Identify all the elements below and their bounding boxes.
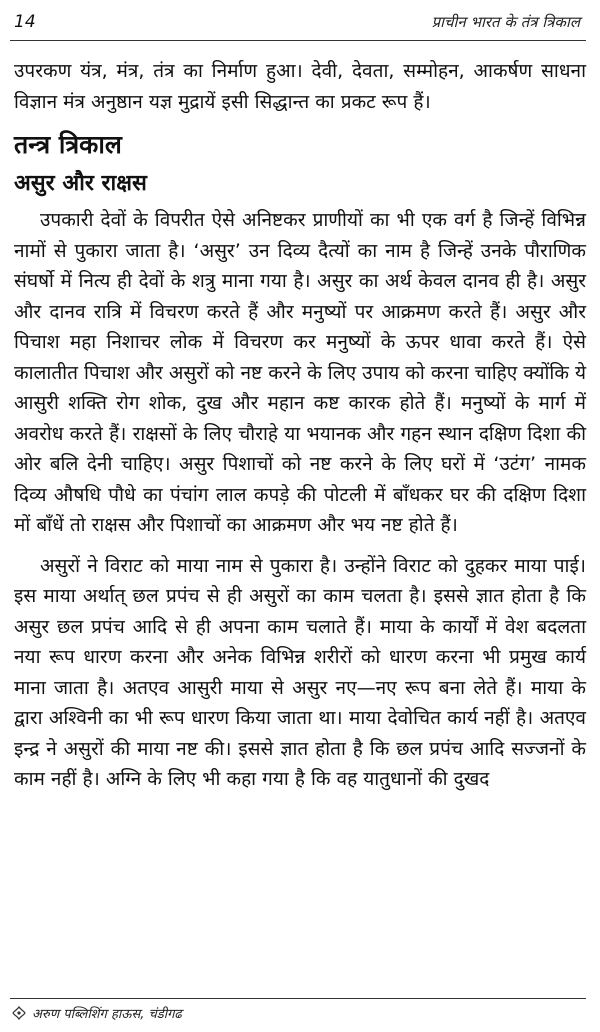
footer-rule: [10, 998, 586, 999]
paragraph-asura-rakshasa: उपकारी देवों के विपरीत ऐसे अनिष्टकर प्राणीयों का भी एक वर्ग है जिन्हें विभिन्न नामों से पुकारा जाता है। ‘असुर’ उन दिव्य दैत्यों का नाम है जिन्हें उनके पौराणिक संघर्षो में नित्य ही देवों के शत्रु माना गया है। असुर का अर्थ केवल दानव ही है। असुर और दानव रात्रि में विचरण करते हैं और मनुष्यों पर आक्रमण करते हैं। असुर और पिचाश महा निशाचर लोक में विचरण कर मनुष्यों के ऊपर धावा करते हैं। ऐसे कालातीत पिचाश और असुरों को नष्ट करने के लिए उपाय को करना चाहिए क्योंकि ये आसुरी शक्ति रोग शोक, दुख और महान कष्ट कारक होते हैं। मनुष्यों के मार्ग में अवरोध करते हैं। राक्षसों के लिए चौराहे या भयानक और गहन स्थान दक्षिण दिशा की ओर बलि देनी चाहिए। असुर पिशाचों को नष्ट करने के लिए घरों में ‘उटंग’ नामक दिव्य औषधि पौधे का पंचांग लाल कपड़े की पोटली में बाँधकर घर की दक्षिण दिशा मों बाँधें तो राक्षस और पिशाचों का आक्रमण और भय नष्ट होते हैं।: [14, 209, 586, 536]
intro-paragraph: उपरकण यंत्र, मंत्र, तंत्र का निर्माण हुआ। देवी, देवता, सम्मोहन, आकर्षण साधना विज्ञान मंत्र अनुष्ठान यज्ञ मुद्रायें इसी सिद्धान्त का प्रकट रूप हैं।: [14, 60, 586, 113]
publisher-logo-icon: [12, 1006, 26, 1020]
header-rule: [10, 40, 586, 41]
section-title: तन्त्र त्रिकाल: [14, 130, 122, 159]
page-number: 14: [14, 12, 36, 32]
running-title: प्राचीन भारत के तंत्र त्रिकाल: [431, 13, 580, 31]
subsection-title: असुर और राक्षस: [14, 171, 147, 196]
paragraph-maya: असुरों ने विराट को माया नाम से पुकारा है। उन्होंने विराट को दुहकर माया पाई। इस माया अर्थात् छल प्रपंच से ही असुरों का काम चलता है। इससे ज्ञात होता है कि असुर छल प्रपंच आदि से ही अपना काम चलाते हैं। माया के कार्यों में वेश बदलता नया रूप धारण करना और अनेक विभिन्न शरीरों को धारण करना भी प्रमुख कार्य माना जाता है। अतएव आसुरी माया से असुर नए—नए रूप बना लेते हैं। माया के द्वारा अश्विनी का भी रूप धारण किया जाता था। माया देवोचित कार्य नहीं है। अतएव इन्द्र ने असुरों की माया नष्ट की। इससे ज्ञात होता है कि छल प्रपंच आदि सज्जनों के काम नहीं है। अग्नि के लिए भी कहा गया है कि वह यातुधानों की दुखद: [14, 554, 586, 790]
page-header: [14, 6, 580, 36]
publisher-name: अरुण पब्लिशिंग हाऊस, चंडीगढ: [32, 1007, 182, 1022]
page-footer: [12, 1004, 182, 1022]
page-content: [14, 56, 586, 795]
